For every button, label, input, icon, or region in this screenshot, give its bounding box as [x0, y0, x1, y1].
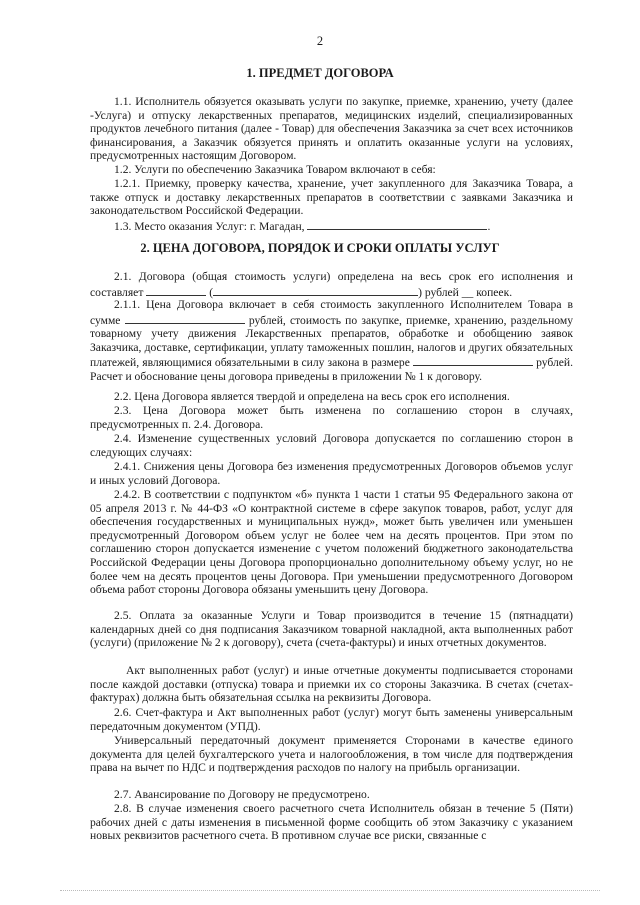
clause-2-1-1-text-b: рублей, стоимость по закупке, приемке, хранению, раздельному товарному учету движения Лекарственных препаратов, обработке и обобщению заявок Заказчика, доставке, сертификации, уплату таможенных пошлин, налогов и других обязательных платежей, являющимися обязательными в силу закона в размере — [90, 313, 574, 370]
clause-2-4: 2.4. Изменение существенных условий Договора допускается по соглашению сторон в следующих случаях: — [90, 432, 573, 459]
section-2-title: 2. ЦЕНА ДОГОВОРА, ПОРЯДОК И СРОКИ ОПЛАТЫ УСЛУГ — [140, 241, 500, 255]
clause-2-6: 2.6. Счет-фактура и Акт выполненных работ (услуг) могут быть заменены универсальным передаточным документом (УПД). — [90, 706, 573, 733]
clause-2-1-1 — [90, 298, 573, 384]
clause-2-1-1-text-c: рублей. Расчет и обоснование цены договора приведены в приложении № 1 к договору. — [90, 356, 573, 383]
clause-2-5: 2.5. Оплата за оказанные Услуги и Товар производится в течение 15 (пятнадцати) календарных дней со дня подписания Заказчиком товарной накладной, акта выполненных работ (услуги) (приложение № 2 к договору), счета (счета-фактуры) и иных отчетных документов. — [90, 609, 573, 650]
place-blank — [307, 218, 487, 230]
services-sum-blank — [413, 354, 533, 366]
goods-sum-blank — [125, 312, 245, 324]
clause-2-1: 2.1. Договора (общая стоимость услуги) определена на весь срок его исполнения и составляет ( ) рублей __ копеек. — [90, 270, 573, 299]
clause-2-1-1-text-a: 2.1.1. Цена Договора включает в себя стоимость закупленного Исполнителем Товара в сумме — [90, 298, 573, 327]
clause-1-3-text: 1.3. Место оказания Услуг: г. Магадан, — [114, 220, 305, 233]
clause-2-4-2: 2.4.2. В соответствии с подпунктом «б» пункта 1 части 1 статьи 95 Федерального закона от 05 апреля 2013 г. № 44-ФЗ «О контрактной системе в сфере закупок товаров, работ, услуг для обеспечения государственных и муниципальных нужд», может быть увеличен или уменьшен предусмотренный Договором объем услуг не более чем на десять процентов. При этом по соглашению сторон допускается изменение с учетом положений бюджетного законодательства Российской Федерации цены Договора пропорционально дополнительному объему услуг, но не более чем на десять процентов цены Договора. При уменьшении предусмотренного Договором объема работ стороны Договора обязаны уменьшить цену Договора. — [90, 488, 573, 597]
section-1-title: 1. ПРЕДМЕТ ДОГОВОРА — [246, 66, 394, 80]
clause-2-1-text: 2.1. Договора (общая стоимость услуги) определена на весь срок его исполнения и составляет — [90, 270, 573, 299]
clause-2-8: 2.8. В случае изменения своего расчетного счета Исполнитель обязан в течение 5 (Пяти) рабочих дней с даты изменения в письменной форме сообщить об этом Заказчику с указанием новых реквизитов расчетного счета. В противном случае все риски, связанные с — [90, 802, 573, 843]
clause-2-1-end: ) рублей __ копеек. — [418, 285, 513, 299]
clause-1-2: 1.2. Услуги по обеспечению Заказчика Товаром включают в себя: — [114, 163, 436, 176]
clause-2-3: 2.3. Цена Договора может быть изменена по соглашению сторон в случаях, предусмотренных п. 2.4. Договора. — [90, 404, 573, 431]
clause-2-2: 2.2. Цена Договора является твердой и определена на весь срок его исполнения. — [114, 390, 510, 403]
bottom-margin-dots — [60, 890, 600, 891]
page-number: 2 — [316, 34, 324, 48]
clause-1-2-1: 1.2.1. Приемку, проверку качества, хранение, учет закупленного для Заказчика Товара, а также отпуск и доставку лекарственных препаратов в соответствии с заявками Заказчика и законодательством Российской Федерации. — [90, 177, 573, 218]
total-price-blank — [146, 284, 206, 296]
clause-2-5-act: Акт выполненных работ (услуг) и иные отчетные документы подписывается сторонами после каждой доставки (отпуска) товара и приемки их со стороны Заказчика. В счетах (счетах-фактурах) должна быть обязательная ссылка на реквизиты Договора. — [90, 664, 573, 705]
clause-2-4-1: 2.4.1. Снижения цены Договора без изменения предусмотренных Договоров объемов услуг и иных условий Договора. — [90, 460, 573, 487]
clause-1-1: 1.1. Исполнитель обязуется оказывать услуги по закупке, приемке, хранению, учету (далее -Услуга) и отпуску лекарственных препаратов, медицинских изделий, специализированных продуктов лечебного питания (далее - Товар) для обеспечения Заказчика за счет всех источников финансирования, а Заказчик обязуется принять и оплатить оказанные услуги на условиях, предусмотренных настоящим Договором. — [90, 95, 573, 163]
clause-1-3: 1.3. Место оказания Услуг: г. Магадан, . — [114, 220, 491, 233]
clause-2-6-upd: Универсальный передаточный документ применяется Сторонами в качестве единого документа для целей бухгалтерского учета и налогообложения, в том числе для подтверждения права на вычет по НДС и подтверждения расходов по налогу на прибыль организации. — [90, 734, 573, 775]
clause-2-7: 2.7. Авансирование по Договору не предусмотрено. — [114, 788, 370, 801]
total-price-words-blank — [213, 284, 418, 296]
